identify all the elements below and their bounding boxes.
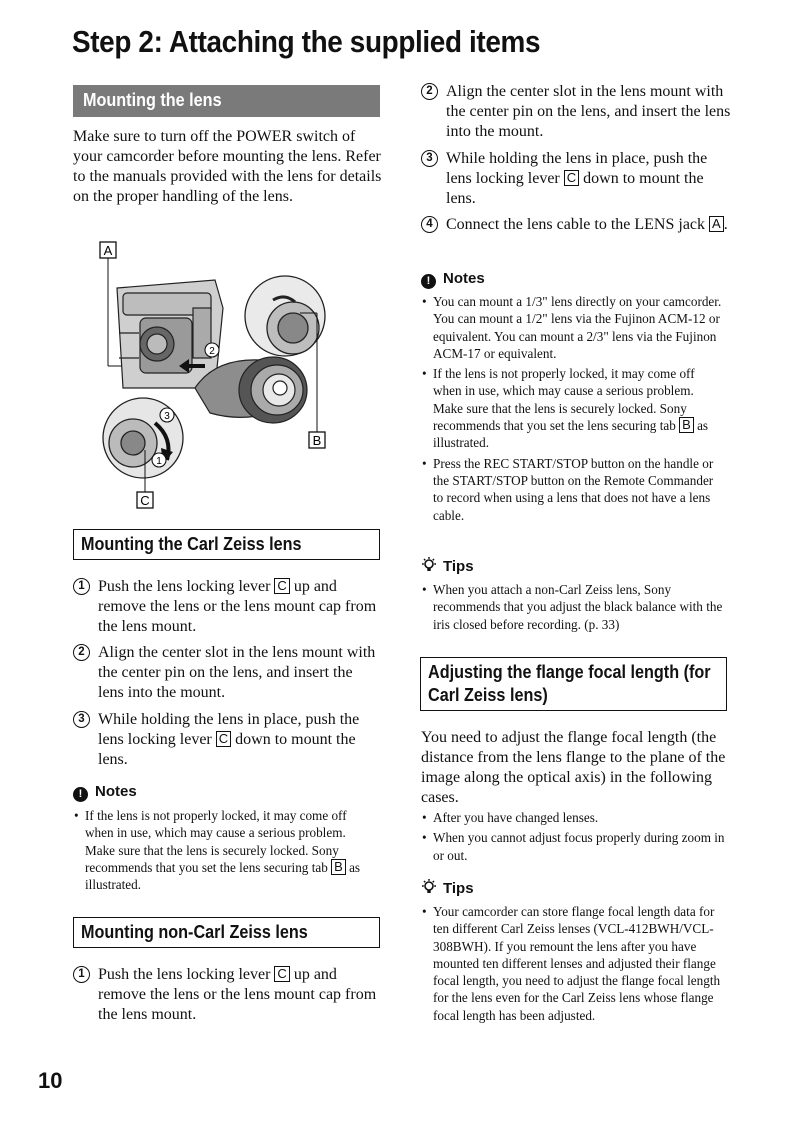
section-heading-mounting-lens: Mounting the lens (73, 85, 380, 117)
callout-a-label: A (103, 243, 113, 258)
list-item: • You can mount a 1/3" lens directly on your camcorder. You can mount a 1/2" lens via the Fujinon ACM-12 or equivalent. You can mount a 2/3" lens via the Fujinon ACM-17 or equivalent. (421, 293, 726, 362)
list-item: • When you cannot adjust focus properly during zoom in or out. (421, 829, 726, 864)
non-carl-zeiss-step-3: 3 While holding the lens in place, push the lens locking lever C down to mount the lens. (421, 149, 731, 209)
carl-zeiss-step-1: 1 Push the lens locking lever C up and remove the lens or the lens mount cap from the lens mount. (73, 577, 378, 637)
step-number: 2 (421, 83, 438, 100)
non-carl-zeiss-notes-heading: ! Notes (421, 270, 485, 289)
page-title: Step 2: Attaching the supplied items (72, 24, 541, 59)
notes-icon: ! (421, 274, 436, 289)
step-number: 4 (421, 216, 438, 233)
detail-circle-top (245, 276, 325, 356)
lightbulb-icon (421, 879, 437, 900)
step-number: 3 (421, 150, 438, 167)
flange-tips-list (421, 903, 726, 1027)
label-a-box: A (709, 216, 724, 232)
non-carl-zeiss-tips-heading: Tips (421, 557, 474, 578)
flange-intro: You need to adjust the flange focal length (the distance from the lens flange to the plane of the image along the optical axis) in the following cases. (421, 729, 726, 806)
step-number: 1 (73, 578, 90, 595)
flange-tips-heading: Tips (421, 879, 474, 900)
label-b-box: B (331, 859, 346, 875)
non-carl-zeiss-notes-list (421, 293, 726, 527)
step-number: 2 (73, 644, 90, 661)
carl-zeiss-notes-heading: ! Notes (73, 783, 137, 802)
lightbulb-icon (421, 557, 437, 578)
callout-c-label: C (140, 493, 150, 508)
list-item: • When you attach a non-Carl Zeiss lens, Sony recommends that you adjust the black balance with the iris closed before recording. (p. 33) (421, 581, 726, 633)
section-heading-non-carl-zeiss: Mounting non-Carl Zeiss lens (73, 917, 380, 948)
list-item: • If the lens is not properly locked, it may come off when in use, which may cause a serious problem. Make sure that the lens is securely locked. Sony recommends that you set the lens securing tab B as illustrated. (421, 365, 726, 451)
mounting-lens-intro: Make sure to turn off the POWER switch of your camcorder before mounting the lens. Refer to the manuals provided with the lens for details on the proper handling of the lens. (73, 128, 382, 205)
step-number: 3 (73, 711, 90, 728)
list-item: • Press the REC START/STOP button on the handle or the START/STOP button on the Remote Commander to record when using a lens that does not have a lens cable. (421, 455, 726, 524)
camcorder-body (117, 280, 223, 388)
non-carl-zeiss-step-4: 4 Connect the lens cable to the LENS jack A . (421, 215, 731, 235)
notes-icon: ! (73, 787, 88, 802)
carl-zeiss-step-3: 3 While holding the lens in place, push the lens locking lever C down to mount the lens. (73, 710, 378, 770)
label-b-box: B (679, 417, 694, 433)
lens-mount-illustration (95, 238, 335, 513)
carl-zeiss-step-2: 2 Align the center slot in the lens mount with the center pin on the lens, and insert the lens into the mount. (73, 643, 378, 703)
carl-zeiss-notes-list (73, 807, 378, 896)
list-item: • After you have changed lenses. (421, 809, 726, 826)
label-c-box: C (274, 578, 289, 594)
page-number: 10 (38, 1068, 63, 1093)
callout-3-label: 3 (164, 411, 170, 422)
flange-cases-list (421, 809, 726, 867)
label-c-box: C (274, 966, 289, 982)
non-carl-zeiss-step-2: 2 Align the center slot in the lens mount with the center pin on the lens, and insert the lens into the mount. (421, 82, 731, 142)
step-number: 1 (73, 966, 90, 983)
callout-1-label: 1 (156, 456, 162, 467)
callout-2-label: 2 (209, 346, 215, 357)
callout-b-label: B (312, 433, 322, 448)
list-item: • If the lens is not properly locked, it may come off when in use, which may cause a serious problem. Make sure that the lens is securely locked. Sony recommends that you set the lens securing tab B as illustrated. (73, 807, 378, 893)
section-heading-flange: Adjusting the flange focal length (for Carl Zeiss lens) (420, 657, 727, 711)
list-item: • Your camcorder can store flange focal length data for ten different Carl Zeiss lenses (VCL-412BWH/VCL-308BWH). If you remount the lens after you have mounted ten different lenses and adjusted their flange focal length, you need to adjust the flange focal length for the lens even for the Carl Zeiss lens whose flange focal length has been adjusted. (421, 903, 726, 1024)
non-carl-zeiss-tips-list (421, 581, 726, 636)
label-c-box: C (216, 731, 231, 747)
section-heading-carl-zeiss: Mounting the Carl Zeiss lens (73, 529, 380, 560)
non-carl-zeiss-step-1: 1 Push the lens locking lever C up and remove the lens or the lens mount cap from the lens mount. (73, 965, 378, 1025)
label-c-box: C (564, 170, 579, 186)
